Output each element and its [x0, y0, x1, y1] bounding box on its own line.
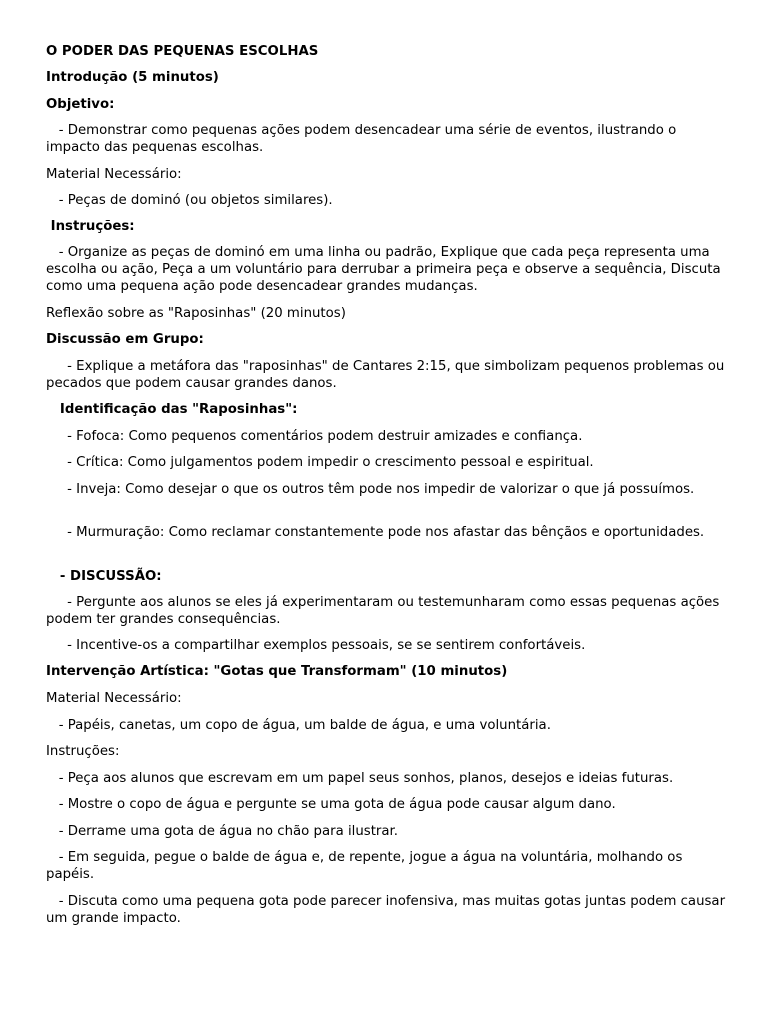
- list-item: - Crítica: Como julgamentos podem impedir o crescimento pessoal e espiritual.: [46, 455, 594, 470]
- subheading: - DISCUSSÃO:: [46, 569, 162, 584]
- paragraph: - Organize as peças de dominó em uma linha ou padrão, Explique que cada peça representa uma escolha ou ação, Peça a um voluntário para derrubar a primeira peça e observe a sequência, Discuta como uma pequena ação pode desencadear grandes mudanças.: [46, 245, 725, 294]
- list-item: - Inveja: Como desejar o que os outros têm pode nos impedir de valorizar o que já possuímos.: [46, 482, 695, 497]
- list-item: - Peça aos alunos que escrevam em um papel seus sonhos, planos, desejos e ideias futuras.: [46, 771, 674, 786]
- list-item: - Fofoca: Como pequenos comentários podem destruir amizades e confiança.: [46, 429, 583, 444]
- subheading: Discussão em Grupo:: [46, 332, 204, 347]
- paragraph: Instruções:: [46, 744, 120, 759]
- paragraph: Material Necessário:: [46, 691, 182, 706]
- section-heading: Reflexão sobre as "Raposinhas" (20 minutos): [46, 306, 346, 321]
- list-item: - Em seguida, pegue o balde de água e, de repente, jogue a água na voluntária, molhando os papéis.: [46, 850, 687, 882]
- paragraph: - Demonstrar como pequenas ações podem desencadear uma série de eventos, ilustrando o impacto das pequenas escolhas.: [46, 123, 681, 155]
- document-title: O PODER DAS PEQUENAS ESCOLHAS: [46, 44, 319, 59]
- list-item: - Incentive-os a compartilhar exemplos pessoais, se se sentirem confortáveis.: [46, 638, 586, 653]
- paragraph: - Peças de dominó (ou objetos similares).: [46, 193, 333, 208]
- list-item: - Murmuração: Como reclamar constantemente pode nos afastar das bênçãos e oportunidades.: [46, 525, 705, 540]
- paragraph: Material Necessário:: [46, 167, 182, 182]
- paragraph: - Explique a metáfora das "raposinhas" de Cantares 2:15, que simbolizam pequenos problemas ou pecados que podem causar grandes danos.: [46, 359, 729, 391]
- subheading: Identificação das "Raposinhas":: [46, 402, 298, 417]
- section-heading: Introdução (5 minutos): [46, 70, 219, 85]
- section-heading: Intervenção Artística: "Gotas que Transformam" (10 minutos): [46, 664, 508, 679]
- list-item: - Derrame uma gota de água no chão para ilustrar.: [46, 824, 399, 839]
- list-item: - Papéis, canetas, um copo de água, um balde de água, e uma voluntária.: [46, 718, 551, 733]
- list-item: - Discuta como uma pequena gota pode parecer inofensiva, mas muitas gotas juntas podem causar um grande impacto.: [46, 894, 730, 926]
- subheading: Instruções:: [46, 219, 135, 234]
- list-item: - Mostre o copo de água e pergunte se uma gota de água pode causar algum dano.: [46, 797, 616, 812]
- subheading: Objetivo:: [46, 97, 115, 112]
- list-item: - Pergunte aos alunos se eles já experimentaram ou testemunharam como essas pequenas ações podem ter grandes consequências.: [46, 595, 724, 627]
